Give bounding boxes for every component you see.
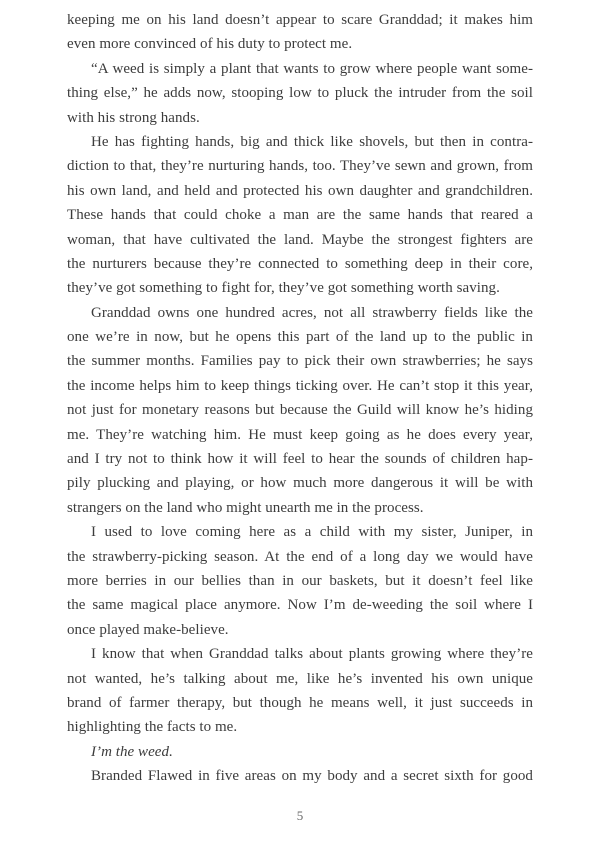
paragraph (67, 130, 533, 301)
text-line: He has fighting hands, big and thick like shovels, but then in contra- (91, 133, 533, 150)
text-line: highlighting the facts to me. (67, 719, 238, 736)
text-line: and I try not to think how it will feel to hear the sounds of children hap- (67, 451, 533, 468)
text-line: thing else,” he adds now, stooping low to pluck the intruder from the soil (67, 85, 533, 102)
paragraph (67, 740, 533, 764)
text-line: brand of farmer therapy, but though he means well, it just succeeds in (67, 694, 533, 711)
text-line: Branded Flawed in five areas on my body and a secret sixth for good (91, 768, 533, 785)
page-number: 5 (296, 808, 304, 823)
text-line: Granddad owns one hundred acres, not all strawberry fields like the (91, 304, 533, 321)
text-line: they’ve got something to fight for, they’ve got something worth saving. (67, 280, 500, 297)
text-line: one we’re in now, but he opens this part of the land up to the public in (67, 329, 533, 346)
paragraph (67, 764, 533, 788)
paragraph (67, 57, 533, 130)
text-line: These hands that could choke a man are the same hands that reared a (67, 207, 533, 224)
text-line: once played make-believe. (67, 621, 229, 638)
text-line: not just for monetary reasons but because the Guild will know he’s hiding (67, 402, 533, 419)
text-line: “A weed is simply a plant that wants to grow where people want some- (91, 60, 533, 77)
text-line: the nurturers because they’re connected to something deep in their core, (67, 255, 533, 272)
text-line: I’m the weed. (91, 743, 173, 760)
text-line: with his strong hands. (67, 109, 200, 126)
text-line: me. They’re watching him. He must keep going as he does every year, (67, 426, 533, 443)
text-line: the strawberry-picking season. At the end of a long day we would have (67, 548, 533, 565)
text-line: the income helps him to keep things ticking over. He can’t stop it this year, (67, 377, 533, 394)
text-line: the same magical place anymore. Now I’m de-weeding the soil where I (67, 597, 533, 614)
paragraph (67, 520, 533, 642)
text-line: I know that when Granddad talks about plants growing where they’re (91, 646, 533, 663)
paragraph (67, 8, 533, 57)
text-line: more berries in our bellies than in our baskets, but it doesn’t feel like (67, 572, 533, 589)
text-line: pily plucking and playing, or how much more dangerous it will be with (67, 475, 533, 492)
text-line: keeping me on his land doesn’t appear to scare Granddad; it makes him (67, 12, 533, 28)
text-line: the summer months. Families pay to pick their own strawberries; he says (67, 353, 533, 370)
page-text (67, 8, 533, 789)
text-line: strangers on the land who might unearth me in the process. (67, 499, 424, 516)
text-line: diction to that, they’re nurturing hands, too. They’ve sewn and grown, from (67, 158, 533, 175)
paragraph (67, 301, 533, 521)
paragraph (67, 642, 533, 740)
text-line: woman, that have cultivated the land. Maybe the strongest fighters are (67, 231, 533, 248)
text-line: even more convinced of his duty to protect me. (67, 36, 353, 53)
text-line: his own land, and held and protected his own daughter and grandchildren. (67, 182, 533, 199)
text-line: I used to love coming here as a child with my sister, Juniper, in (91, 524, 533, 541)
text-line: not wanted, he’s talking about me, like he’s invented his own unique (67, 670, 533, 687)
